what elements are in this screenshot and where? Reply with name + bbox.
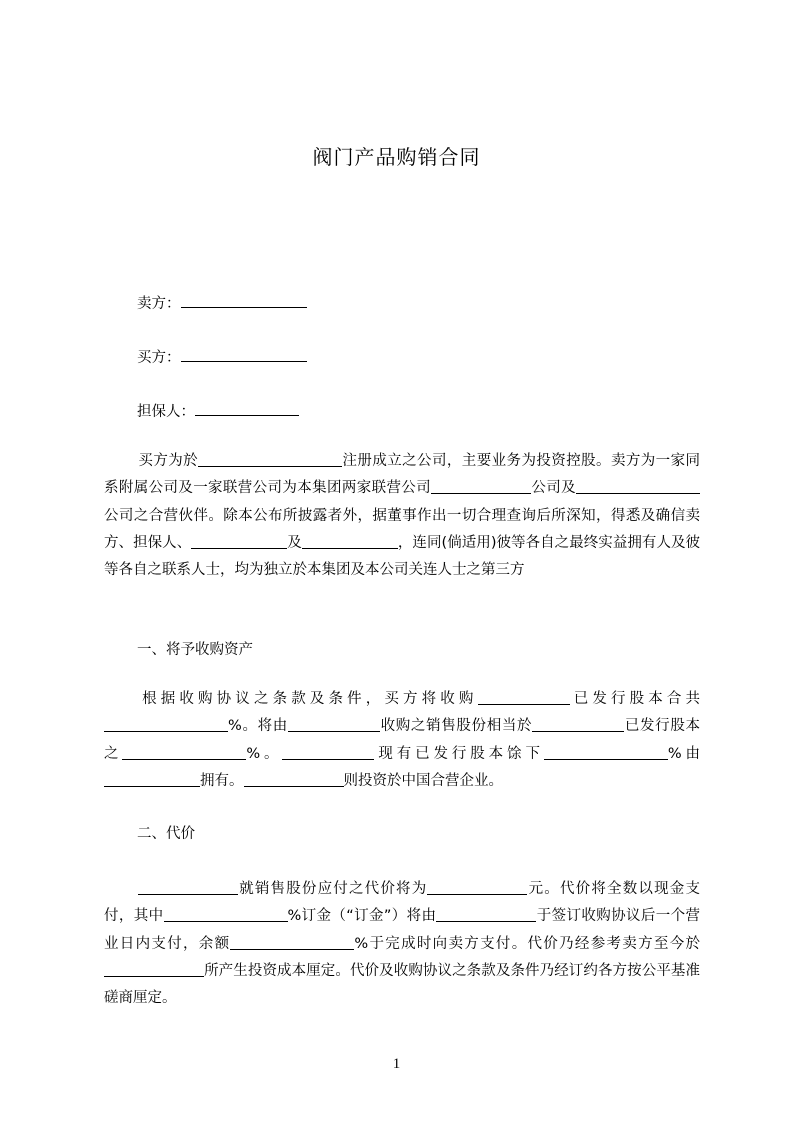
section2-paragraph bbox=[104, 876, 700, 1012]
s2-blank-1[interactable] bbox=[138, 880, 238, 895]
s1-blank-7[interactable] bbox=[544, 745, 668, 760]
guarantor-label: 担保人： bbox=[137, 404, 195, 420]
buyer-blank[interactable] bbox=[181, 346, 307, 362]
s1-text-9: 拥有。 bbox=[200, 772, 244, 789]
s1-text-10: 则投资於中国合营企业。 bbox=[343, 772, 503, 789]
guarantor-blank[interactable] bbox=[195, 400, 299, 416]
s1-blank-8[interactable] bbox=[104, 772, 200, 787]
buyer-line bbox=[137, 346, 307, 367]
s2-text-2: 元。代价将全数以现金支付，其中 bbox=[104, 881, 700, 925]
intro-blank-3[interactable] bbox=[576, 479, 700, 494]
s1-blank-5[interactable] bbox=[122, 745, 246, 760]
seller-line bbox=[137, 292, 307, 313]
intro-blank-2[interactable] bbox=[431, 479, 531, 494]
page-number: 1 bbox=[392, 1056, 401, 1072]
seller-blank[interactable] bbox=[181, 292, 307, 308]
intro-blank-1[interactable] bbox=[198, 452, 342, 467]
intro-paragraph bbox=[104, 448, 700, 584]
intro-text-5: 及 bbox=[287, 534, 302, 551]
s1-text-4: 收购之销售股份相当於 bbox=[379, 718, 533, 735]
s1-text-8: %由 bbox=[667, 745, 701, 762]
s2-text-5: %于完成时向卖方支付。代价乃经参考卖方至今於 bbox=[354, 935, 700, 952]
s1-text-1: 根据收购协议之条款及条件，买方将收购 bbox=[138, 691, 478, 707]
s1-blank-2[interactable] bbox=[104, 717, 228, 732]
s2-blank-6[interactable] bbox=[104, 962, 204, 977]
s1-blank-9[interactable] bbox=[244, 772, 344, 787]
buyer-label: 买方： bbox=[137, 350, 181, 366]
s2-blank-5[interactable] bbox=[230, 935, 354, 950]
document-title: 阀门产品购销合同 bbox=[312, 145, 481, 169]
section1-heading: 一、将予收购资产 bbox=[137, 642, 253, 658]
s1-text-7: 现有已发行股本馀下 bbox=[374, 745, 544, 762]
intro-text-1: 买方为於 bbox=[138, 453, 199, 469]
intro-text-6: ，连同(倘适用)彼等各自之最终实益拥有人及彼等各自之联系人士，均为独立於本集团及本公司关连人士之第三方 bbox=[104, 534, 701, 579]
intro-text-3: 公司及 bbox=[531, 480, 577, 497]
s2-text-3: %订金（“订金”）将由 bbox=[287, 908, 437, 925]
s2-blank-3[interactable] bbox=[164, 907, 288, 922]
guarantor-line bbox=[137, 400, 299, 421]
s1-text-5: 已发行股本之 bbox=[104, 718, 701, 762]
seller-label: 卖方： bbox=[137, 296, 181, 312]
section2-heading: 二、代价 bbox=[137, 826, 195, 842]
intro-blank-5[interactable] bbox=[302, 534, 398, 549]
s1-blank-3[interactable] bbox=[288, 717, 380, 732]
s1-text-2: 已发行股本合共 bbox=[569, 691, 701, 707]
s1-blank-4[interactable] bbox=[532, 717, 624, 732]
s1-blank-6[interactable] bbox=[282, 745, 374, 760]
s2-blank-2[interactable] bbox=[427, 880, 527, 895]
intro-text-4: 公司之合营伙伴。除本公布所披露者外，据董事作出一切合理查询后所深知，得悉及确信卖方、担保人、 bbox=[104, 507, 700, 551]
intro-text-2: 注册成立之公司，主要业务为投资控股。卖方为一家同系附属公司及一家联营公司为本集团两家联营公司 bbox=[104, 453, 701, 497]
s1-text-3: %。将由 bbox=[228, 718, 288, 735]
s1-text-6: %。 bbox=[246, 745, 283, 762]
s2-text-4: 于签订收购协议后一个营业日内支付，余额 bbox=[104, 908, 701, 952]
intro-blank-4[interactable] bbox=[191, 534, 287, 549]
s2-text-1: 就销售股份应付之代价将为 bbox=[238, 881, 428, 897]
s2-blank-4[interactable] bbox=[436, 907, 536, 922]
s1-blank-1[interactable] bbox=[478, 690, 570, 705]
s2-text-6: 所产生投资成本厘定。代价及收购协议之条款及条件乃经订约各方按公平基准磋商厘定。 bbox=[104, 962, 700, 1007]
section1-paragraph bbox=[104, 686, 700, 795]
